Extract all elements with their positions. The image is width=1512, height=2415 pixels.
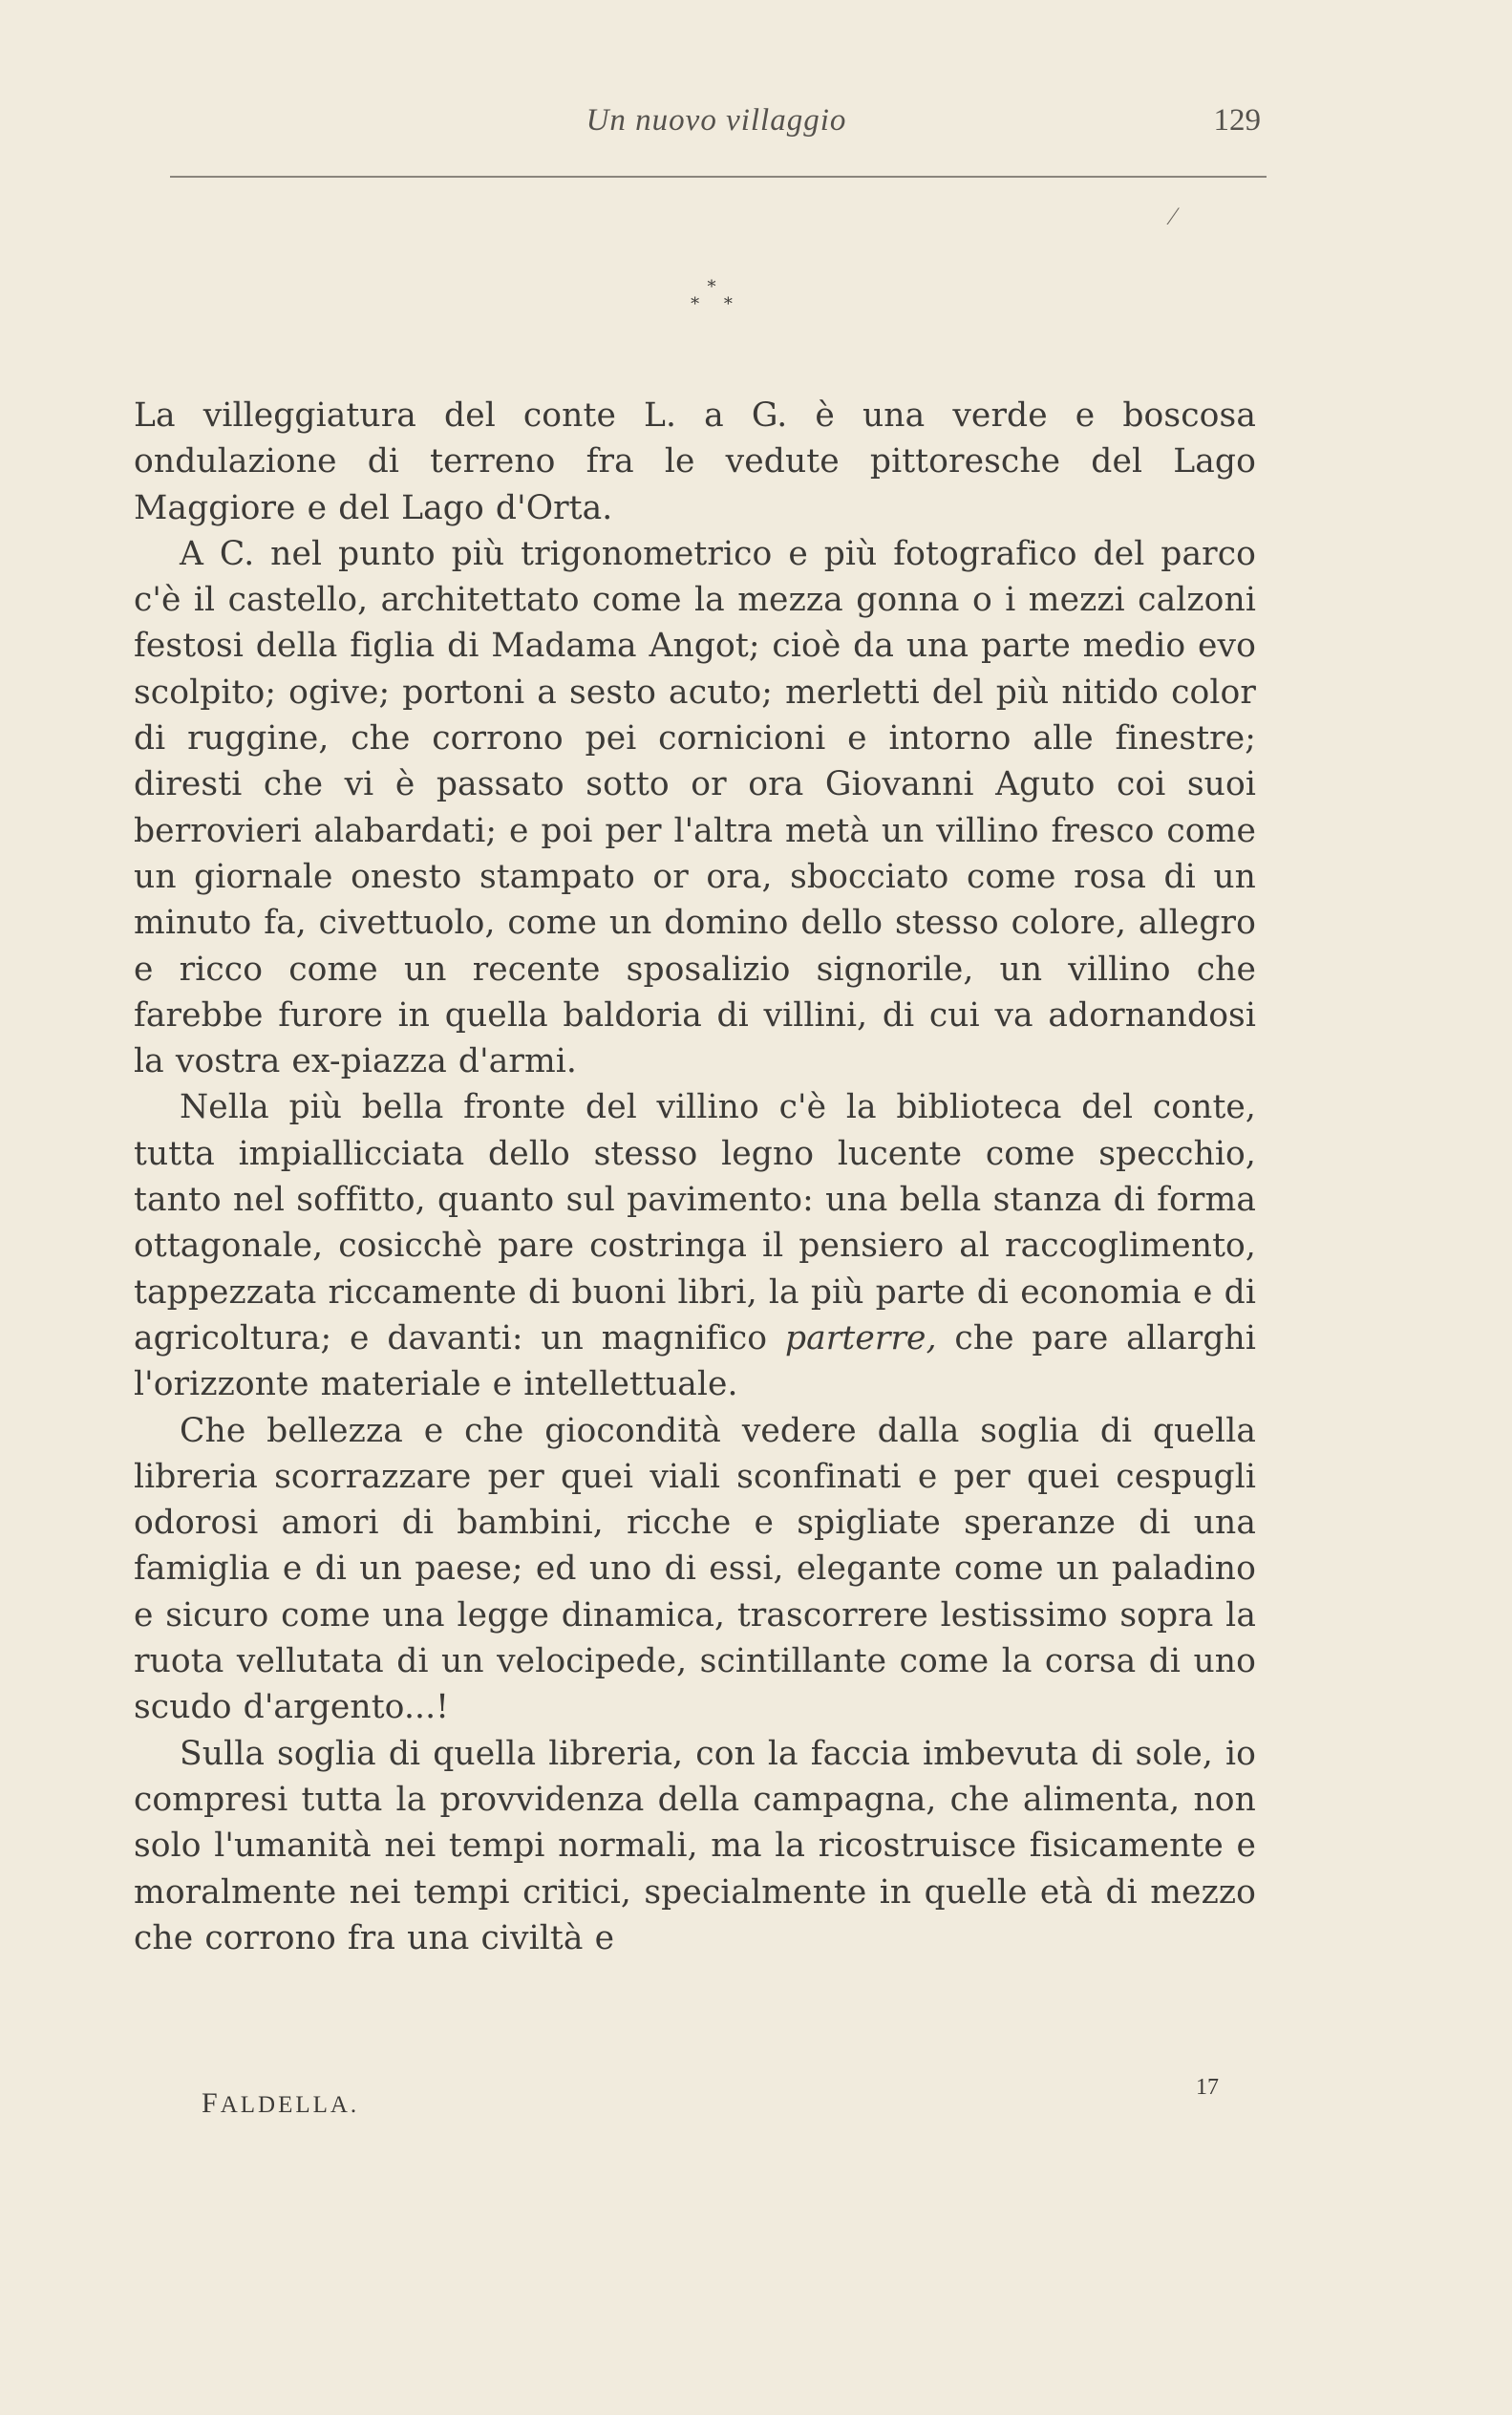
asterism-bottom: * * bbox=[691, 294, 742, 314]
paragraph-2: A C. nel punto più trigonometrico e più fotografico del parco c'è il castello, architettato come la mezza gonna o i mezzi calzoni festosi della figlia di Madama Angot; cioè da una parte medio evo scolpito; ogive; portoni a sesto acuto; merletti del più nitido color di ruggine, che corrono pei cornicioni e intorno alle finestre; diresti che vi è passato sotto or ora Giovanni Aguto coi suoi berrovieri alabardati; e poi per l'altra metà un villino fresco come un giornale onesto stampato or ora, sbocciato come rosa di un minuto fa, civettuolo, come un domino dello stesso colore, allegro e ricco come un recente sposalizio signorile, un villino che farebbe furore in quella baldoria di villini, di cui va adornandosi la vostra ex-piazza d'armi. bbox=[134, 534, 1256, 1081]
signature-number: 17 bbox=[1196, 2075, 1219, 2100]
asterism-section-break bbox=[669, 279, 755, 321]
running-title: Un nuovo villaggio bbox=[586, 103, 847, 138]
paragraph-4: Che bellezza e che giocondità vedere dalla soglia di quella libreria scorrazzare per quei viali sconfinati e per quei cespugli odorosi amori di bambini, ricche e spigliate speranze di una famiglia e di un paese; ed uno di essi, elegante come un paladino e sicuro come una legge dinamica, trascorrere lestissimo sopra la ruota vellutata di un velocipede, scintillante come la corsa di uno scudo d'argento...! bbox=[134, 1411, 1256, 1727]
paragraph-3-text-a: Nella più bella fronte del villino c'è la biblioteca del conte, tutta impiallicciata dello stesso legno lucente come specchio, tanto nel soffitto, quanto sul pavimento: una bella stanza di forma ottagonale, cosicchè pare costringa il pensiero al raccoglimento, tappezzata riccamente di buoni libri, la più parte di economia e di agricoltura; e davanti: un magnifico bbox=[134, 1088, 1256, 1357]
stray-mark: ⁄ bbox=[1171, 203, 1176, 230]
paragraph-3-italic: parterre, bbox=[784, 1318, 937, 1357]
header-rule bbox=[170, 176, 1267, 178]
paragraph-1: La villeggiatura del conte L. a G. è una verde e boscosa ondulazione di terreno fra le vedute pittoresche del Lago Maggiore e del Lago d'Orta. bbox=[134, 396, 1256, 527]
running-head bbox=[172, 103, 1261, 151]
paragraph-3 bbox=[134, 1084, 1256, 1407]
body-text bbox=[134, 393, 1256, 1961]
paragraph-3-text-b: che pare allarghi l'orizzonte materiale e intellettuale. bbox=[134, 1318, 1256, 1404]
asterism-top: * bbox=[707, 277, 716, 297]
paragraph-5: Sulla soglia di quella libreria, con la faccia imbevuta di sole, io compresi tutta la provvidenza della campagna, che alimenta, non solo l'umanità nei tempi normali, ma la ricostruisce fisicamente e moralmente nei tempi critici, specialmente in quelle età di mezzo che corrono fra una civiltà e bbox=[134, 1734, 1256, 1957]
page-number: 129 bbox=[1213, 103, 1261, 138]
signature-mark: FALDELLA. bbox=[202, 2087, 360, 2119]
